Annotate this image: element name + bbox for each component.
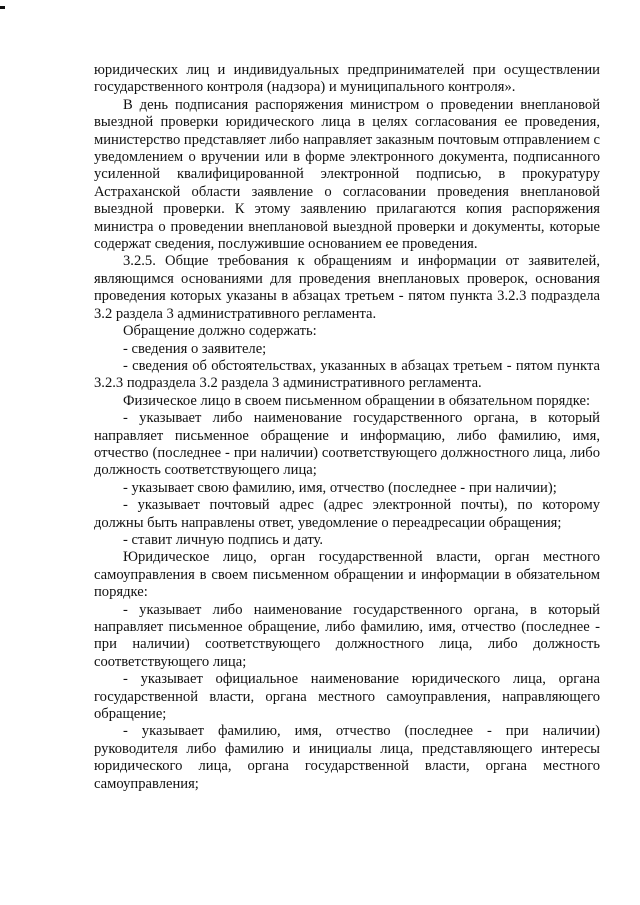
paragraph-legal-entity-requirements: Юридическое лицо, орган государственной власти, орган местного самоуправления в своем письменном обращении и информации в обязательном порядке:	[94, 549, 600, 601]
paragraph-prosecutor-approval: В день подписания распоряжения министром о проведении внеплановой выездной проверки юридического лица в целях согласования ее проведения, министерство представляет либо направляет заказным почтовым отправлением с уведомлением о вручении или в форме электронного документа, подписанного усиленной квалифицированной электронной подписью, в прокуратуру Астраханской области заявление о согласовании проведения внеплановой выездной проверки. К этому заявлению прилагаются копия распоряжения министра о проведении внеплановой выездной проверки и документы, которые содержат сведения, послужившие основанием ее проведения.	[94, 96, 600, 253]
list-item-own-name: - указывает свою фамилию, имя, отчество (последнее - при наличии);	[123, 479, 557, 496]
list-item-head-name: - указывает фамилию, имя, отчество (последнее - при наличии) руководителя либо фамилию и инициалы лица, представляющего интересы юридического лица, органа государственной власти, органа местного самоуправления;	[94, 723, 600, 792]
paragraph-continuation: юридических лиц и индивидуальных предпринимателей при осуществлении государственного контроля (надзора) и муниципального контроля».	[94, 62, 600, 96]
paragraph-individual-requirements: Физическое лицо в своем письменном обращении в обязательном порядке:	[123, 392, 591, 409]
list-item-authority-name: - указывает либо наименование государственного органа, в который направляет письменное обращение и информацию, либо фамилию, имя, отчество (последнее - при наличии) соответствующего должностного лица, либо должность соответствующего лица;	[94, 410, 600, 479]
list-item-legal-authority-name: - указывает либо наименование государственного органа, в который направляет письменное обращение, либо фамилию, имя, отчество (последнее - при наличии) соответствующего должностного лица, либо должность соответствующего лица;	[94, 601, 600, 670]
list-item-signature: - ставит личную подпись и дату.	[123, 531, 324, 548]
list-item-postal-address: - указывает почтовый адрес (адрес электронной почты), по которому должны быть направлены ответ, уведомление о переадресации обращения;	[94, 497, 600, 531]
list-item-circumstances: - сведения об обстоятельствах, указанных в абзацах третьем - пятом пункта 3.2.3 подраздела 3.2 раздела 3 административного регламента.	[94, 357, 600, 392]
paragraph-appeal-contents: Обращение должно содержать:	[123, 323, 317, 340]
paragraph-section-3-2-5: 3.2.5. Общие требования к обращениям и информации от заявителей, являющимся основаниями для проведения внеплановых проверок, основания проведения которых указаны в абзацах третьем - пятом пункта 3.2.3 подраздела 3.2 раздела 3 административного регламента.	[94, 253, 600, 322]
list-item-official-name: - указывает официальное наименование юридического лица, органа государственной власти, органа местного самоуправления, направляющего обращение;	[94, 671, 600, 723]
list-item-applicant-info: - сведения о заявителе;	[123, 340, 267, 357]
document-page	[94, 62, 600, 793]
scan-edge-mark	[0, 6, 5, 9]
